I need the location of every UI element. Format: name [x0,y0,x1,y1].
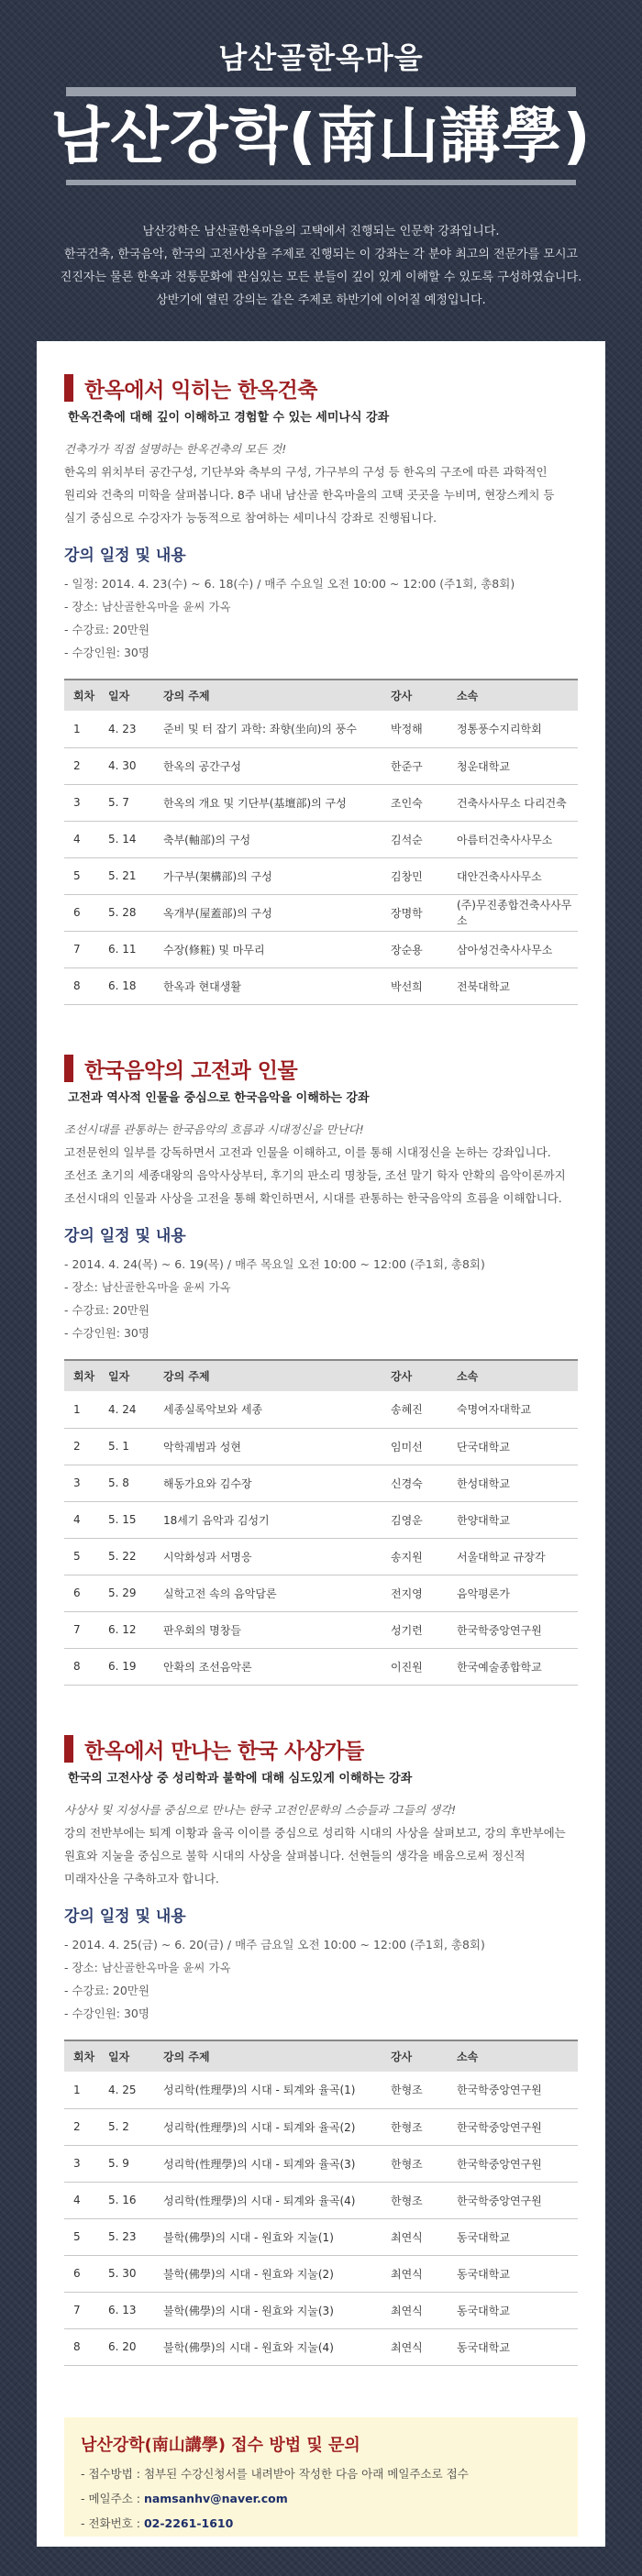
lecture-date: 5. 2 [103,2108,160,2145]
lecturer: 최연식 [387,2328,453,2365]
affiliation: 한국학중앙연구원 [453,1611,578,1648]
lecturer: 송혜진 [387,1391,453,1428]
session-number: 1 [64,1391,103,1428]
lecturer: 이진원 [387,1648,453,1685]
intro-line: 진진자는 물론 한옥과 전통문화에 관심있는 모든 분들이 깊이 있게 이해할 수 있도록 구성하였습니다. [60,271,582,284]
section-title [64,1733,578,1764]
intro-line: 상반기에 열린 강의는 같은 주제로 하반기에 이어질 예정입니다. [156,293,486,307]
lecture-topic: 악학궤범과 성현 [160,1428,387,1465]
session-number: 2 [64,2108,103,2145]
schedule-list [64,1253,578,1344]
table-row [64,711,578,747]
affiliation: 정통풍수지리학회 [453,711,578,747]
lecture-date: 5. 8 [103,1465,160,1501]
lecture-topic: 불학(佛學)의 시대 - 원효와 지눌(4) [160,2328,387,2365]
schedule-item: - 수강료: 20만원 [64,1984,149,1997]
table-row [64,967,578,1004]
lecture-topic: 불학(佛學)의 시대 - 원효와 지눌(3) [160,2292,387,2328]
schedule-item: - 장소: 남산골한옥마을 윤씨 가옥 [64,600,231,614]
schedule-item: - 수강인원: 30명 [64,646,149,659]
affiliation: 삼아성건축사사무소 [453,931,578,967]
section-subtitle: 한국의 고전사상 중 성리학과 불학에 대해 심도있게 이해하는 강좌 [68,1772,413,1786]
section-title-text: 한국음악의 고전과 인물 [84,1058,298,1083]
contact-phone-row [81,2511,561,2536]
affiliation: 한성대학교 [453,1465,578,1501]
table-row [64,2108,578,2145]
title-marker [64,374,73,402]
desc-line: 원리와 건축의 미학을 살펴봅니다. 8주 내내 남산골 한옥마을의 고택 곳곳을 누비며, 현장스케치 등 [64,488,555,502]
lecturer: 한형조 [387,2145,453,2182]
affiliation: 전북대학교 [453,967,578,1004]
affiliation: 한국예술종합학교 [453,1648,578,1685]
lecturer: 김영운 [387,1501,453,1538]
table-row [64,2145,578,2182]
session-number: 8 [64,967,103,1004]
column-header: 회차 [64,680,103,711]
session-number: 4 [64,1501,103,1538]
lecturer: 한형조 [387,2108,453,2145]
section-lead: 조선시대를 관통하는 한국음악의 흐름과 시대정신을 만난다! [64,1122,364,1136]
lecture-date: 5. 28 [103,894,160,931]
column-header: 소속 [453,680,578,711]
section-title [64,1053,578,1084]
lecture-table [64,679,578,1005]
lecture-date: 5. 21 [103,857,160,894]
affiliation: 동국대학교 [453,2292,578,2328]
schedule-item: - 2014. 4. 24(목) ~ 6. 19(목) / 매주 목요일 오전 10:00 ~ 12:00 (주1회, 총8회) [64,1257,485,1271]
lecturer: 성기련 [387,1611,453,1648]
title-rule-bottom [66,180,576,185]
email-label: - 메일주소 : [81,2492,144,2505]
lecturer: 장명학 [387,894,453,931]
session-number: 3 [64,2145,103,2182]
lecturer: 임미선 [387,1428,453,1465]
section-description [64,437,578,529]
desc-line: 강의 전반부에는 퇴계 이황과 율곡 이이를 중심으로 성리학 시대의 사상을 살펴보고, 강의 후반부에는 [64,1826,566,1840]
table-row [64,1465,578,1501]
lecture-topic: 한옥과 현대생활 [160,967,387,1004]
lecture-date: 6. 20 [103,2328,160,2365]
lecture-topic: 실학고전 속의 음악담론 [160,1575,387,1611]
session-number: 5 [64,857,103,894]
column-header: 강사 [387,2040,453,2072]
lecturer: 신경숙 [387,1465,453,1501]
lecturer: 한준구 [387,747,453,784]
lecture-date: 5. 16 [103,2182,160,2218]
lecturer: 김석순 [387,821,453,857]
session-number: 3 [64,1465,103,1501]
lecture-date: 5. 22 [103,1538,160,1575]
affiliation: 음악평론가 [453,1575,578,1611]
lecturer: 장순용 [387,931,453,967]
session-number: 3 [64,784,103,821]
column-header: 회차 [64,1360,103,1391]
lecture-date: 6. 18 [103,967,160,1004]
schedule-title: 강의 일정 및 내용 [64,547,186,565]
lecture-topic: 성리학(性理學)의 시대 - 퇴계와 율곡(3) [160,2145,387,2182]
lecturer: 한형조 [387,2072,453,2108]
affiliation: 동국대학교 [453,2328,578,2365]
table-row [64,1391,578,1428]
column-header: 강의 주제 [160,2040,387,2072]
table-row [64,2255,578,2292]
lecture-topic: 축부(軸部)의 구성 [160,821,387,857]
column-header: 소속 [453,2040,578,2072]
session-number: 7 [64,931,103,967]
lecture-topic: 해동가요와 김수장 [160,1465,387,1501]
schedule-item: - 장소: 남산골한옥마을 윤씨 가옥 [64,1280,231,1294]
page-subtitle: 남산골한옥마을 [218,40,424,75]
lecture-topic: 가구부(架構部)의 구성 [160,857,387,894]
table-header-row [64,680,578,711]
contact-email-row [81,2486,561,2511]
column-header: 회차 [64,2040,103,2072]
section-subtitle: 고전과 역사적 인물을 중심으로 한국음악을 이해하는 강좌 [68,1091,370,1105]
column-header: 강사 [387,1360,453,1391]
contact-box [64,2417,578,2537]
session-number: 5 [64,1538,103,1575]
session-number: 7 [64,1611,103,1648]
affiliation: 한양대학교 [453,1501,578,1538]
lecture-date: 4. 23 [103,711,160,747]
affiliation: 대안건축사사무소 [453,857,578,894]
affiliation: 서울대학교 규장각 [453,1538,578,1575]
lecture-date: 5. 9 [103,2145,160,2182]
schedule-item: - 수강인원: 30명 [64,2007,149,2020]
lecture-date: 5. 7 [103,784,160,821]
session-number: 6 [64,2255,103,2292]
affiliation: 한국학중앙연구원 [453,2108,578,2145]
table-row [64,2328,578,2365]
lecture-topic: 판우회의 명창들 [160,1611,387,1648]
lecture-section-thinkers [64,1733,578,2366]
intro-text [55,220,587,312]
affiliation: 건축사사무소 다리건축 [453,784,578,821]
lecture-topic: 옥개부(屋蓋部)의 구성 [160,894,387,931]
section-title-text: 한옥에서 익히는 한옥건축 [84,378,317,403]
table-row [64,2072,578,2108]
lecture-topic: 성리학(性理學)의 시대 - 퇴계와 율곡(1) [160,2072,387,2108]
schedule-item: - 일정: 2014. 4. 23(수) ~ 6. 18(수) / 매주 수요일 오전 10:00 ~ 12:00 (주1회, 총8회) [64,577,515,591]
session-number: 2 [64,1428,103,1465]
lecture-date: 5. 1 [103,1428,160,1465]
schedule-item: - 수강료: 20만원 [64,623,149,636]
page-header [0,0,642,339]
section-title-text: 한옥에서 만나는 한국 사상가들 [84,1739,364,1763]
lecture-date: 6. 11 [103,931,160,967]
session-number: 4 [64,821,103,857]
phone-number: 02-2261-1610 [143,2516,234,2530]
contact-lines [81,2461,561,2536]
lecturer: 송지원 [387,1538,453,1575]
lecturer: 김창민 [387,857,453,894]
table-row [64,931,578,967]
lecture-date: 5. 14 [103,821,160,857]
lecture-date: 4. 30 [103,747,160,784]
lecture-topic: 불학(佛學)의 시대 - 원효와 지눌(2) [160,2255,387,2292]
lecture-date: 4. 25 [103,2072,160,2108]
session-number: 1 [64,711,103,747]
lecturer: 박선희 [387,967,453,1004]
table-row [64,1428,578,1465]
session-number: 8 [64,1648,103,1685]
schedule-item: - 2014. 4. 25(금) ~ 6. 20(금) / 매주 금요일 오전 10:00 ~ 12:00 (주1회, 총8회) [64,1938,485,1951]
lecture-date: 5. 15 [103,1501,160,1538]
table-row [64,894,578,931]
lecture-date: 5. 29 [103,1575,160,1611]
lecture-table [64,2040,578,2366]
email-link[interactable]: namsanhv@naver.com [143,2492,288,2505]
lecture-topic: 18세기 음악과 김성기 [160,1501,387,1538]
affiliation: 한국학중앙연구원 [453,2182,578,2218]
column-header: 강의 주제 [160,1360,387,1391]
section-description [64,1798,578,1890]
table-row [64,747,578,784]
schedule-item: - 수강료: 20만원 [64,1303,149,1317]
desc-line: 한옥의 위치부터 공간구성, 기단부와 축부의 구성, 가구부의 구성 등 한옥의 구조에 따른 과학적인 [64,465,548,479]
lecture-date: 5. 30 [103,2255,160,2292]
table-row [64,2182,578,2218]
schedule-list [64,572,578,664]
table-row [64,1538,578,1575]
table-row [64,2218,578,2255]
desc-line: 고전문헌의 일부를 강독하면서 고전과 인물을 이해하고, 이를 통해 시대정신을 논하는 강좌입니다. [64,1145,551,1159]
page-title: 남산강학(南山講學) [50,101,592,171]
desc-line: 조선시대의 인물과 사상을 고전을 통해 확인하면서, 시대를 관통하는 한국음악의 흐름을 이해합니다. [64,1191,562,1205]
lecture-section-architecture [64,372,578,1005]
lecturer: 조인숙 [387,784,453,821]
affiliation: 동국대학교 [453,2218,578,2255]
section-lead: 사상사 및 지성사를 중심으로 만나는 한국 고전인문학의 스승들과 그들의 생각! [64,1803,457,1817]
phone-label: - 전화번호 : [81,2516,144,2530]
lecturer: 박정해 [387,711,453,747]
column-header: 강의 주제 [160,680,387,711]
affiliation: 아름터건축사사무소 [453,821,578,857]
section-lead: 건축가가 직접 설명하는 한옥건축의 모든 것! [64,442,287,456]
session-number: 1 [64,2072,103,2108]
schedule-title: 강의 일정 및 내용 [64,1907,186,1926]
session-number: 4 [64,2182,103,2218]
session-number: 6 [64,894,103,931]
lecturer: 한형조 [387,2182,453,2218]
lecture-date: 6. 13 [103,2292,160,2328]
lecture-topic: 안확의 조선음악론 [160,1648,387,1685]
table-row [64,784,578,821]
session-number: 6 [64,1575,103,1611]
section-subtitle: 한옥건축에 대해 깊이 이해하고 경험할 수 있는 세미나식 강좌 [68,411,390,425]
affiliation: 숙명여자대학교 [453,1391,578,1428]
title-marker [64,1735,73,1763]
affiliation: (주)무진종합건축사사무소 [453,894,578,931]
lecture-topic: 수장(修粧) 및 마무리 [160,931,387,967]
lecture-topic: 시악화성과 서명응 [160,1538,387,1575]
affiliation: 한국학중앙연구원 [453,2145,578,2182]
desc-line: 실기 중심으로 수강자가 능동적으로 참여하는 세미나식 강좌로 진행됩니다. [64,511,437,525]
lecture-table [64,1359,578,1686]
column-header: 일자 [103,1360,160,1391]
table-row [64,2292,578,2328]
lecture-topic: 한옥의 공간구성 [160,747,387,784]
table-row [64,1611,578,1648]
desc-line: 조선조 초기의 세종대왕의 음악사상부터, 후기의 판소리 명창들, 조선 말기 학자 안확의 음악이론까지 [64,1168,566,1182]
session-number: 2 [64,747,103,784]
affiliation: 한국학중앙연구원 [453,2072,578,2108]
session-number: 5 [64,2218,103,2255]
column-header: 강사 [387,680,453,711]
lecture-date: 6. 12 [103,1611,160,1648]
table-row [64,857,578,894]
schedule-list [64,1933,578,2025]
table-row [64,1501,578,1538]
schedule-title: 강의 일정 및 내용 [64,1227,186,1245]
lecturer: 최연식 [387,2218,453,2255]
table-header-row [64,1360,578,1391]
table-row [64,1575,578,1611]
affiliation: 청운대학교 [453,747,578,784]
contact-title: 남산강학(南山講學) 접수 방법 및 문의 [81,2436,360,2455]
lecture-section-music [64,1053,578,1686]
lecture-topic: 성리학(性理學)의 시대 - 퇴계와 율곡(4) [160,2182,387,2218]
schedule-item: - 수강인원: 30명 [64,1326,149,1340]
column-header: 일자 [103,2040,160,2072]
column-header: 일자 [103,680,160,711]
lecture-topic: 세종실록악보와 세종 [160,1391,387,1428]
desc-line: 미래자산을 구축하고자 합니다. [64,1872,219,1885]
desc-line: 원효와 지눌을 중심으로 불학 시대의 사상을 살펴봅니다. 선현들의 생각을 배움으로써 정신적 [64,1849,526,1863]
content-panel [37,341,605,2547]
column-header: 소속 [453,1360,578,1391]
section-description [64,1118,578,1210]
intro-line: 남산강학은 남산골한옥마을의 고택에서 진행되는 인문학 강좌입니다. [142,225,500,238]
table-row [64,1648,578,1685]
lecture-date: 4. 24 [103,1391,160,1428]
schedule-item: - 장소: 남산골한옥마을 윤씨 가옥 [64,1961,231,1974]
intro-line: 한국건축, 한국음악, 한국의 고전사상을 주제로 진행되는 이 강좌는 각 분야 최고의 전문가를 모시고 [63,248,579,261]
session-number: 7 [64,2292,103,2328]
contact-method: - 접수방법 : 첨부된 수강신청서를 내려받아 작성한 다음 아래 메일주소로 접수 [81,2467,469,2481]
lecturer: 최연식 [387,2292,453,2328]
table-header-row [64,2040,578,2072]
affiliation: 동국대학교 [453,2255,578,2292]
affiliation: 단국대학교 [453,1428,578,1465]
lecture-topic: 준비 및 터 잡기 과학: 좌향(坐向)의 풍수 [160,711,387,747]
lecture-topic: 한옥의 개요 및 기단부(基壇部)의 구성 [160,784,387,821]
lecturer: 전지영 [387,1575,453,1611]
lecture-date: 5. 23 [103,2218,160,2255]
lecture-date: 6. 19 [103,1648,160,1685]
table-row [64,821,578,857]
lecture-topic: 성리학(性理學)의 시대 - 퇴계와 율곡(2) [160,2108,387,2145]
lecture-topic: 불학(佛學)의 시대 - 원효와 지눌(1) [160,2218,387,2255]
lecturer: 최연식 [387,2255,453,2292]
title-marker [64,1055,73,1082]
session-number: 8 [64,2328,103,2365]
section-title [64,372,578,404]
